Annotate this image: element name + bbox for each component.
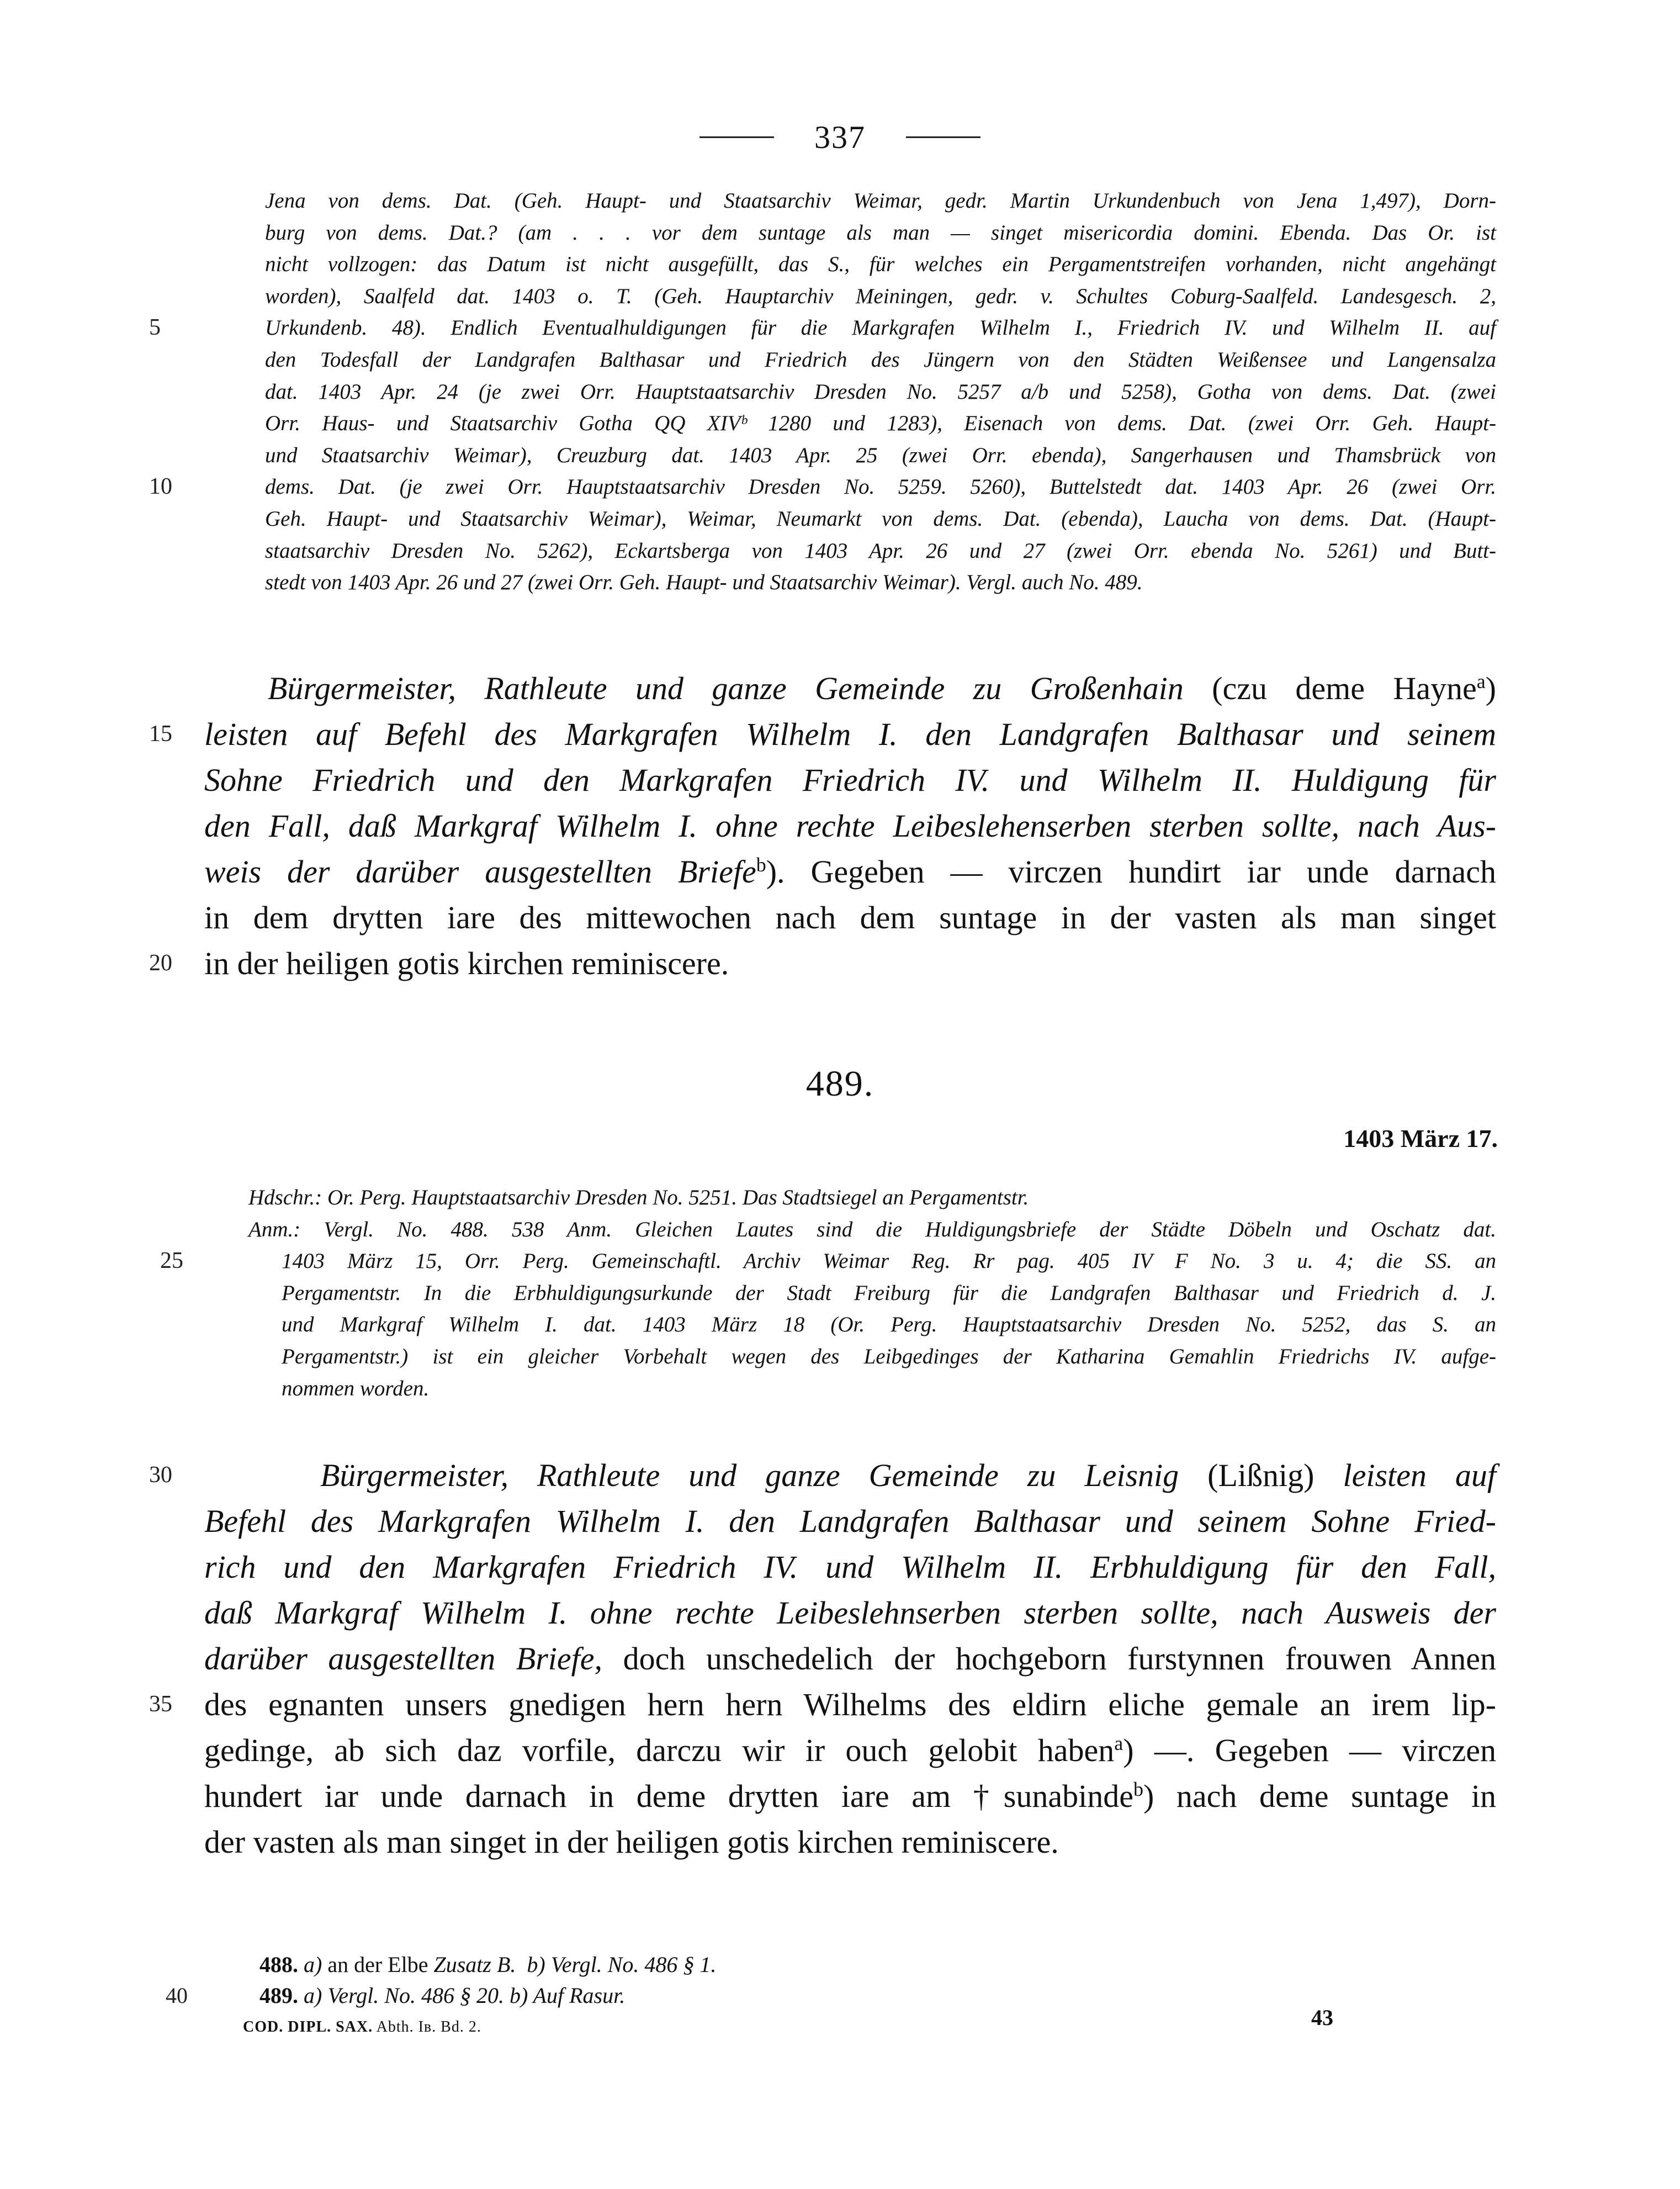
note-line-text: Geh. Haupt- und Staatsarchiv Weimar), Weimar, Neumarkt von dems. Dat. (ebenda), Laucha von dems. Dat. (Haupt- (265, 506, 1496, 531)
line-number: 15 (149, 721, 172, 747)
document-number: 489. (805, 1064, 875, 1104)
note-line (265, 248, 1496, 281)
note-line-text: burg von dems. Dat.? (am . . . vor dem suntage als man — singet misericordia domini. Ebenda. Das Or. ist (265, 220, 1496, 245)
note-line-text: stedt von 1403 Apr. 26 und 27 (zwei Orr. Geh. Haupt- und Staatsarchiv Weimar). Vergl. auch No. 489. (265, 570, 1143, 595)
regest-488-line: 15 leisten auf Befehl des Markgrafen Wilhelm I. den Landgrafen Balthasar und seinem (204, 711, 1496, 757)
regest-489-line: 30 Bürgermeister, Rathleute und ganze Gemeinde zu Leisnig (Lißnig) leisten auf (204, 1452, 1496, 1498)
source-line: Pergamentstr. In die Erbhuldigungsurkunde der Stadt Freiburg für die Landgrafen Balthasar und Friedrich d. J. (282, 1281, 1496, 1305)
sheet-number: 43 (1311, 2005, 1333, 2030)
regest-488-line: weis der darüber ausgestellten Briefe$^b$). Gegeben — virczen hundirt iar unde darnach (204, 854, 1496, 890)
line-number: 10 (149, 474, 172, 500)
page-number: 337 (814, 119, 866, 155)
regest-489-line: gedinge, ab sich daz vorfile, darczu wir ir ouch gelobit haben$^a$) —. Gegeben — virczen (204, 1732, 1496, 1768)
note-line (265, 567, 1496, 599)
note-line-text: staatsarchiv Dresden No. 5262), Eckartsberga von 1403 Apr. 26 und 27 (zwei Orr. ebenda No. 5261) und Butt- (265, 538, 1496, 563)
regest-489-line: rich und den Markgrafen Friedrich IV. und Wilhelm II. Erbhuldigung für den Fall, (204, 1549, 1496, 1585)
line-number: 35 (149, 1691, 172, 1717)
source-line: Anm.: Vergl. No. 488. 538 Anm. Gleichen Lautes sind die Huldigungsbriefe der Städte Döbeln und Oschatz dat. (248, 1217, 1496, 1241)
regest-488 (149, 665, 1496, 986)
footnotes (166, 1949, 717, 2011)
regest-488-line: den Fall, daß Markgraf Wilhelm I. ohne rechte Leibeslehenserben sterben sollte, nach Aus- (204, 808, 1496, 844)
source-line: 25 1403 März 15, Orr. Perg. Gemeinschaftl. Archiv Weimar Reg. Rr pag. 405 IV F No. 3 u. 4; die SS. an (248, 1245, 1496, 1277)
source-line: Pergamentstr.) ist ein gleicher Vorbehalt wegen des Leibgedinges der Katharina Gemahlin Friedrichs IV. aufge- (282, 1344, 1496, 1368)
footer-signature: COD. DIPL. SAX. Abth. Iв. Bd. 2. (243, 2018, 481, 2035)
regest-489-line: hundert iar unde darnach in deme drytten iare am †sunabinde$^b$) nach deme suntage in (204, 1778, 1497, 1814)
regest-488-line: Bürgermeister, Rathleute und ganze Gemeinde zu Großenhain (czu deme Hayne$^a$) (268, 670, 1496, 706)
note-line (265, 376, 1496, 408)
note-line (149, 312, 1496, 344)
note-line (265, 344, 1496, 376)
regest-489 (149, 1452, 1497, 1865)
regest-488-line: Sohne Friedrich und den Markgrafen Friedrich IV. und Wilhelm II. Huldigung für (204, 762, 1496, 798)
note-line (265, 535, 1496, 567)
note-line (265, 408, 1496, 440)
note-line-text: und Staatsarchiv Weimar), Creuzburg dat. 1403 Apr. 25 (zwei Orr. ebenda), Sangerhausen und Thamsbrück von (265, 443, 1496, 467)
sources-489 (160, 1182, 1496, 1404)
note-line (265, 503, 1496, 535)
note-488 (149, 185, 1496, 599)
source-line: und Markgraf Wilhelm I. dat. 1403 März 18 (Or. Perg. Hauptstaatsarchiv Dresden No. 5252, das S. an (282, 1313, 1496, 1337)
note-line-text: dat. 1403 Apr. 24 (je zwei Orr. Hauptstaatsarchiv Dresden No. 5257 a/b und 5258), Gotha von dems. Dat. (zwei (265, 379, 1496, 404)
note-line (149, 471, 1496, 503)
regest-489-line: der vasten als man singet in der heiligen gotis kirchen reminiscere. (204, 1824, 1059, 1860)
regest-489-line: daß Markgraf Wilhelm I. ohne rechte Leibeslehnserben sterben sollte, nach Ausweis der (204, 1595, 1496, 1631)
source-line: Hdschr.: Or. Perg. Hauptstaatsarchiv Dresden No. 5251. Das Stadtsiegel an Pergamentstr. (248, 1186, 1029, 1209)
note-line-text: nicht vollzogen: das Datum ist nicht ausgefüllt, das S., für welches ein Pergamentstreifen vorhanden, nicht angehängt (265, 252, 1496, 277)
regest-488-line: 20 in der heiligen gotis kirchen reminiscere. (204, 940, 1496, 986)
note-line-text: dems. Dat. (je zwei Orr. Hauptstaatsarchiv Dresden No. 5259. 5260), Buttelstedt dat. 1403 Apr. 26 (zwei Orr. (265, 475, 1496, 499)
source-line: nommen worden. (282, 1376, 430, 1400)
document-date: 1403 März 17. (1343, 1124, 1498, 1152)
line-number: 20 (149, 950, 172, 976)
footnote-489: 40 489. a) Vergl. No. 486 § 20. b) Auf Rasur. (259, 1980, 716, 2011)
note-line (265, 185, 1496, 217)
footnote-488: 488. a) an der Elbe Zusatz B. b) Vergl. No. 486 § 1. (259, 1952, 717, 1977)
note-line-text: Jena von dems. Dat. (Geh. Haupt- und Staatsarchiv Weimar, gedr. Martin Urkundenbuch von Jena 1,497), Dorn- (265, 189, 1496, 213)
regest-488-line: in dem drytten iare des mittewochen nach dem suntage in der vasten als man singet (204, 900, 1496, 935)
note-line-text: Orr. Haus- und Staatsarchiv Gotha QQ XIVᵇ 1280 und 1283), Eisenach von dems. Dat. (zwei Orr. Geh. Haupt- (265, 411, 1496, 436)
line-number: 25 (160, 1248, 183, 1274)
header-dash-left (699, 136, 774, 138)
regest-489-line: darüber ausgestellten Briefe, doch unschedelich der hochgeborn furstynnen frouwen Annen (204, 1641, 1497, 1677)
note-line-text: worden), Saalfeld dat. 1403 o. T. (Geh. Hauptarchiv Meiningen, gedr. v. Schultes Coburg-Saalfeld. Landesgesch. 2, (265, 284, 1496, 308)
regest-489-line: 35 des egnanten unsers gnedigen hern hern Wilhelms des eldirn eliche gemale an irem lip- (204, 1682, 1496, 1727)
note-line-text: den Todesfall der Landgrafen Balthasar und Friedrich des Jüngern von den Städten Weißensee und Langensalza (265, 347, 1496, 372)
line-number: 40 (166, 1983, 188, 2008)
note-line-text: Urkundenb. 48). Endlich Eventualhuldigungen für die Markgrafen Wilhelm I., Friedrich IV. und Wilhelm II. auf (265, 316, 1496, 340)
note-line (265, 217, 1496, 249)
line-number: 30 (149, 1462, 172, 1488)
regest-489-line: Befehl des Markgrafen Wilhelm I. den Landgrafen Balthasar und seinem Sohne Fried- (204, 1503, 1496, 1539)
page-header (0, 119, 1680, 156)
note-line (265, 281, 1496, 313)
header-dash-right (906, 136, 981, 138)
line-number: 5 (149, 315, 161, 341)
note-line (265, 440, 1496, 472)
